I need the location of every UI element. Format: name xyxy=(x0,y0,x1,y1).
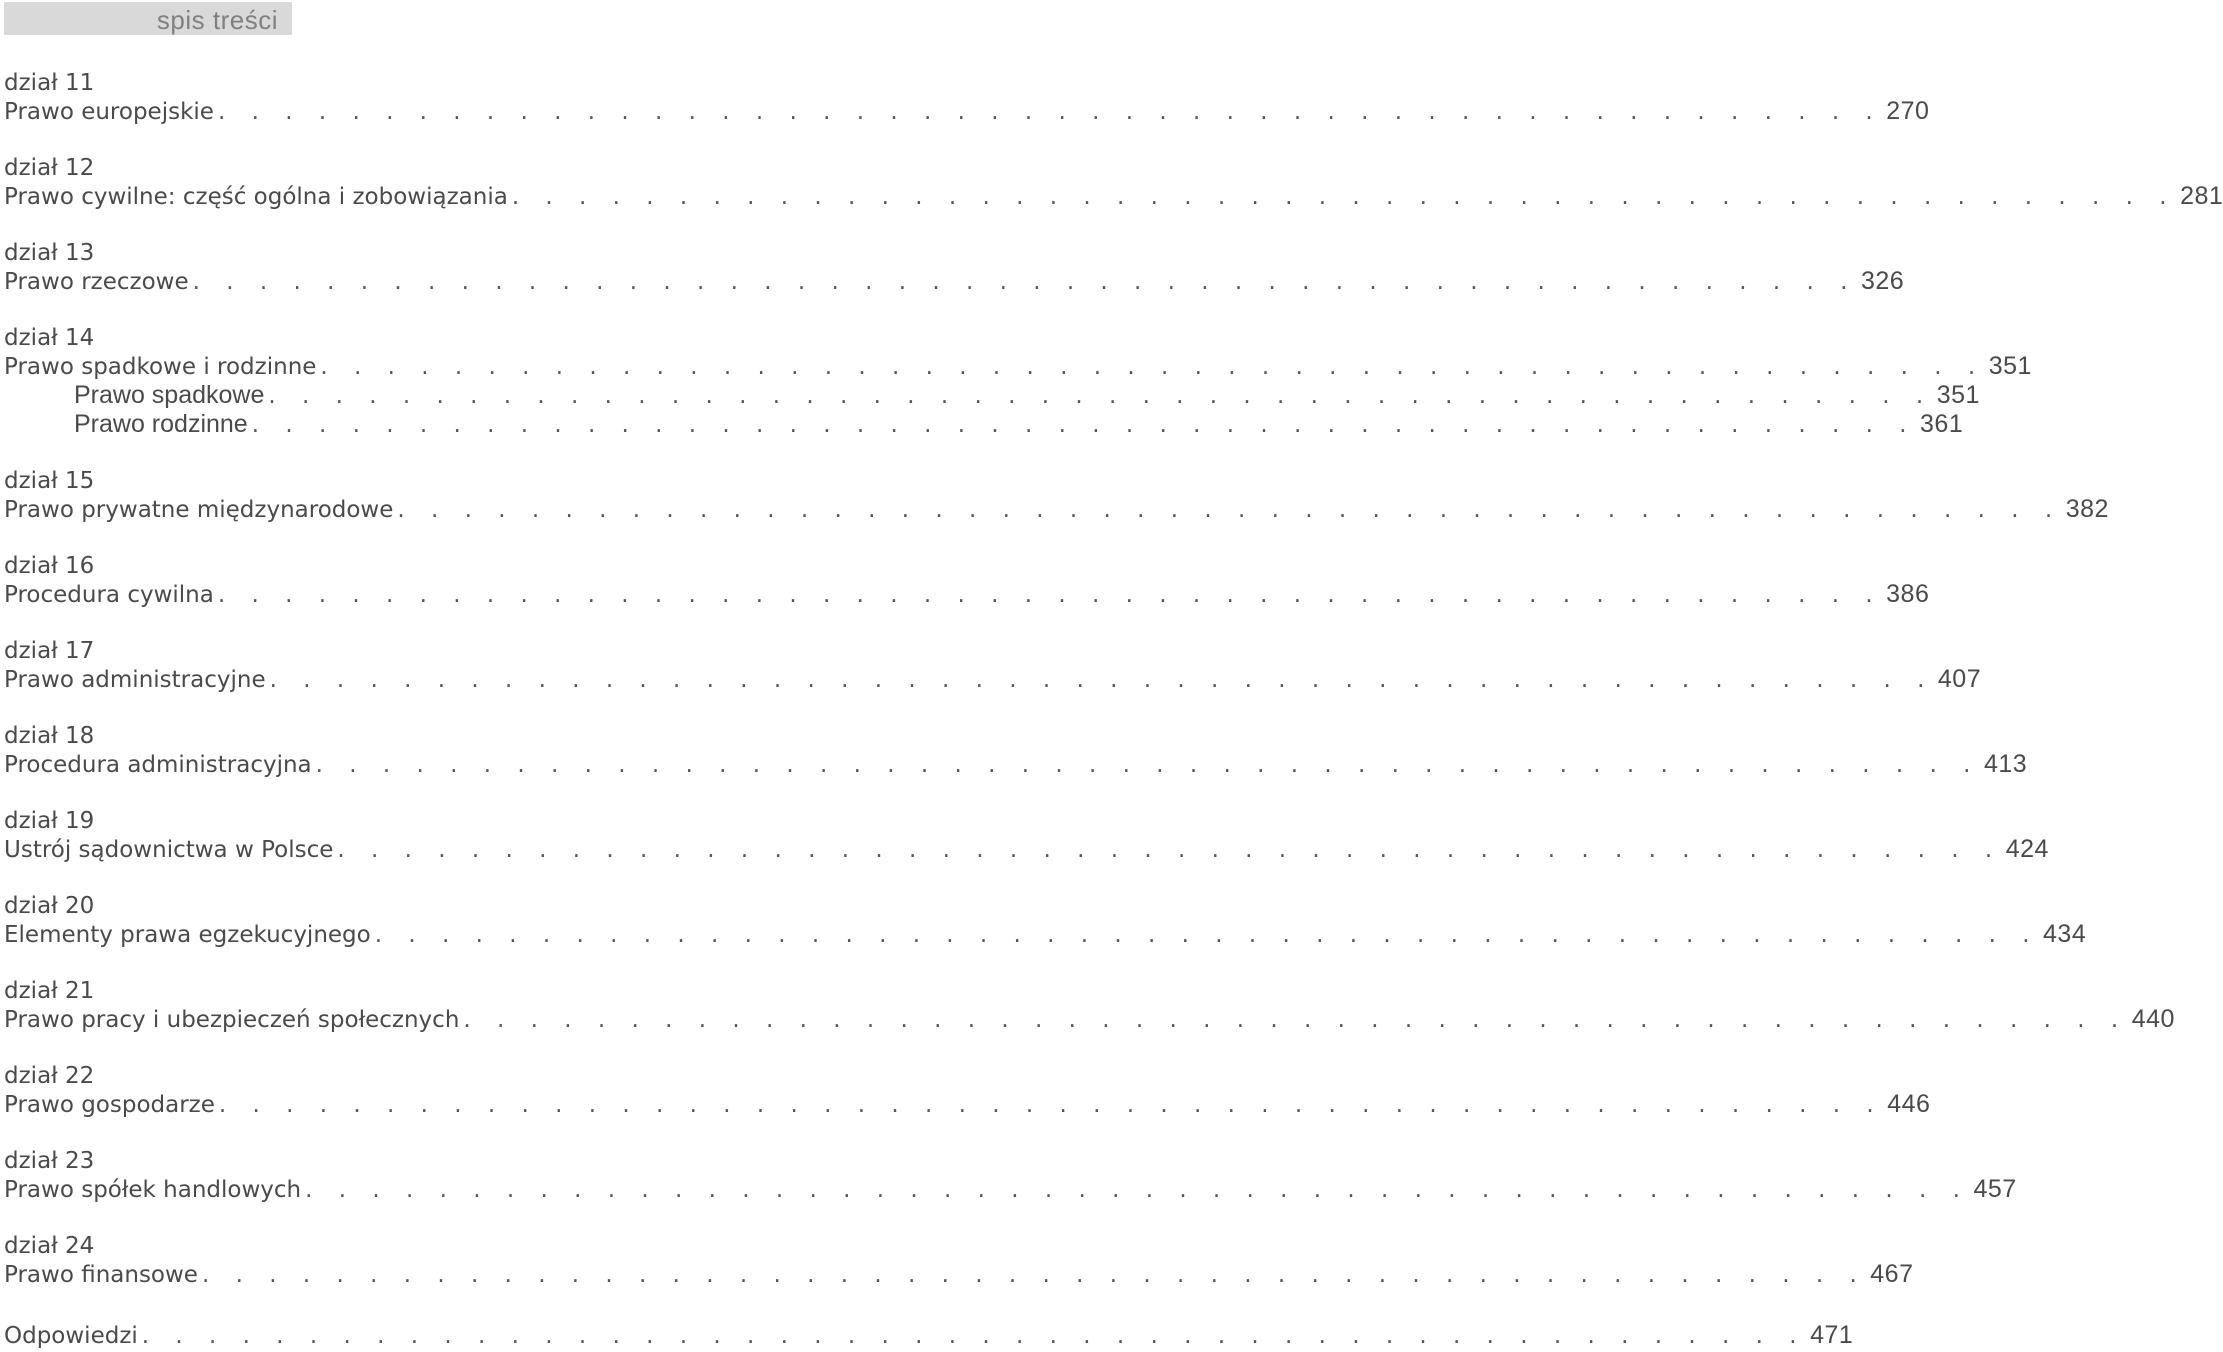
section-label: dział 24 xyxy=(4,1233,95,1259)
page-number: 281 xyxy=(2180,182,2223,210)
section-label: dział 11 xyxy=(4,70,95,96)
dot-leader: . . . . . . . . . . . . . . . . . . . . . . . . . . . . . . . . . . . . . . . . . . . . . . . . . . xyxy=(218,1092,1884,1118)
page-number: 467 xyxy=(1870,1260,1914,1288)
page-number: 446 xyxy=(1887,1090,1931,1118)
toc-entry[interactable] xyxy=(4,97,1930,126)
toc-entry[interactable] xyxy=(4,410,1964,439)
toc-entry[interactable] xyxy=(4,495,2109,524)
dot-leader: . . . . . . . . . . . . . . . . . . . . . . . . . . . . . . . . . . . . . . . . . . . . . . . . . . xyxy=(463,1007,2128,1033)
dot-leader: . . . . . . . . . . . . . . . . . . . . . . . . . . . . . . . . . . . . . . . . . . . . . . . . . . xyxy=(268,383,1933,409)
entry-title: Prawo rzeczowe xyxy=(4,269,189,295)
dot-leader: . . . . . . . . . . . . . . . . . . . . . . . . . . . . . . . . . . . . . . . . . . . . . . . . . . xyxy=(141,1323,1807,1349)
entry-title: Odpowiedzi xyxy=(4,1323,138,1349)
dot-leader: . . . . . . . . . . . . . . . . . . . . . . . . . . . . . . . . . . . . . . . . . . . . . . . . . . xyxy=(269,667,1934,693)
entry-title: Prawo finansowe xyxy=(4,1262,198,1288)
dot-leader: . . . . . . . . . . . . . . . . . . . . . . . . . . . . . . . . . . . . . . . . . . . . . . . . . . xyxy=(251,412,1917,438)
toc-entry[interactable] xyxy=(4,267,1905,296)
page-number: 407 xyxy=(1937,665,1982,693)
dot-leader: . . . . . . . . . . . . . . . . . . . . . . . . . . . . . . . . . . . . . . . . . . . . . . . . . . xyxy=(315,752,1980,778)
section-label: dział 19 xyxy=(4,808,95,834)
section-label: dział 18 xyxy=(4,723,95,749)
toc-entry[interactable] xyxy=(4,835,2049,864)
toc-entry-answers[interactable] xyxy=(4,1321,1854,1350)
entry-title: Elementy prawa egzekucyjnego xyxy=(4,922,371,948)
page-number: 351 xyxy=(1936,381,1980,409)
page-number: 440 xyxy=(2131,1005,2175,1033)
page-number: 457 xyxy=(1973,1175,2017,1203)
dot-leader: . . . . . . . . . . . . . . . . . . . . . . . . . . . . . . . . . . . . . . . . . . . . . . . . . . xyxy=(305,1177,1970,1203)
section-label: dział 23 xyxy=(4,1148,95,1174)
dot-leader: . . . . . . . . . . . . . . . . . . . . . . . . . . . . . . . . . . . . . . . . . . . . . . . . . . xyxy=(217,582,1883,608)
entry-title: Ustrój sądownictwa w Polsce xyxy=(4,837,334,863)
toc-entry[interactable] xyxy=(4,1005,2175,1034)
entry-title: Prawo europejskie xyxy=(4,99,214,125)
section-label: dział 14 xyxy=(4,325,95,351)
entry-title: Prawo administracyjne xyxy=(4,667,266,693)
section-label: dział 16 xyxy=(4,553,95,579)
toc-entry[interactable] xyxy=(4,1260,1914,1289)
section-label: dział 12 xyxy=(4,155,95,181)
page-number: 424 xyxy=(2005,835,2049,863)
section-label: dział 13 xyxy=(4,240,95,266)
page-number: 351 xyxy=(1988,352,2032,380)
section-label: dział 21 xyxy=(4,978,95,1004)
dot-leader: . . . . . . . . . . . . . . . . . . . . . . . . . . . . . . . . . . . . . . . . . . . . . . . . . . xyxy=(397,497,2062,523)
toc-entry[interactable] xyxy=(4,920,2087,949)
page-number: 434 xyxy=(2043,920,2087,948)
section-label: dział 15 xyxy=(4,468,95,494)
entry-title: Prawo pracy i ubezpieczeń społecznych xyxy=(4,1007,460,1033)
toc-entry[interactable] xyxy=(4,1090,1931,1119)
page-number: 386 xyxy=(1886,580,1930,608)
entry-title: Prawo spadkowe i rodzinne xyxy=(4,354,317,380)
page-number: 270 xyxy=(1886,97,1930,125)
dot-leader: . . . . . . . . . . . . . . . . . . . . . . . . . . . . . . . . . . . . . . . . . . . . . . . . . . xyxy=(511,184,2177,210)
dot-leader: . . . . . . . . . . . . . . . . . . . . . . . . . . . . . . . . . . . . . . . . . . . . . . . . . . xyxy=(217,99,1883,125)
toc-entry[interactable] xyxy=(4,381,1980,410)
dot-leader: . . . . . . . . . . . . . . . . . . . . . . . . . . . . . . . . . . . . . . . . . . . . . . . . . . xyxy=(201,1262,1867,1288)
page-number: 471 xyxy=(1810,1321,1854,1349)
header-band xyxy=(4,2,292,35)
entry-title: Prawo gospodarze xyxy=(4,1092,215,1118)
entry-title: Procedura administracyjna xyxy=(4,752,312,778)
section-label: dział 22 xyxy=(4,1063,95,1089)
toc-entry[interactable] xyxy=(4,665,1982,694)
entry-title: Prawo cywilne: część ogólna i zobowiązania xyxy=(4,184,508,210)
toc-entry[interactable] xyxy=(4,352,2032,381)
dot-leader: . . . . . . . . . . . . . . . . . . . . . . . . . . . . . . . . . . . . . . . . . . . . . . . . . . xyxy=(374,922,2040,948)
page-number: 361 xyxy=(1920,410,1964,438)
entry-title: Prawo spółek handlowych xyxy=(4,1177,302,1203)
page-number: 326 xyxy=(1860,267,1905,295)
toc-entry[interactable] xyxy=(4,1175,2017,1204)
toc-entry[interactable] xyxy=(4,750,2028,779)
dot-leader: . . . . . . . . . . . . . . . . . . . . . . . . . . . . . . . . . . . . . . . . . . . . . . . . . . xyxy=(192,269,1857,295)
page-title: spis treści xyxy=(156,5,278,35)
entry-title: Prawo rodzinne xyxy=(74,410,248,438)
page-number: 382 xyxy=(2065,495,2109,523)
dot-leader: . . . . . . . . . . . . . . . . . . . . . . . . . . . . . . . . . . . . . . . . . . . . . . . . . . xyxy=(337,837,2002,863)
page-number: 413 xyxy=(1983,750,2028,778)
section-label: dział 20 xyxy=(4,893,95,919)
entry-title: Prawo spadkowe xyxy=(74,381,265,409)
dot-leader: . . . . . . . . . . . . . . . . . . . . . . . . . . . . . . . . . . . . . . . . . . . . . . . . . . xyxy=(320,354,1985,380)
section-label: dział 17 xyxy=(4,638,95,664)
toc-entry[interactable] xyxy=(4,182,2223,211)
toc-entry[interactable] xyxy=(4,580,1930,609)
entry-title: Prawo prywatne międzynarodowe xyxy=(4,497,394,523)
entry-title: Procedura cywilna xyxy=(4,582,214,608)
